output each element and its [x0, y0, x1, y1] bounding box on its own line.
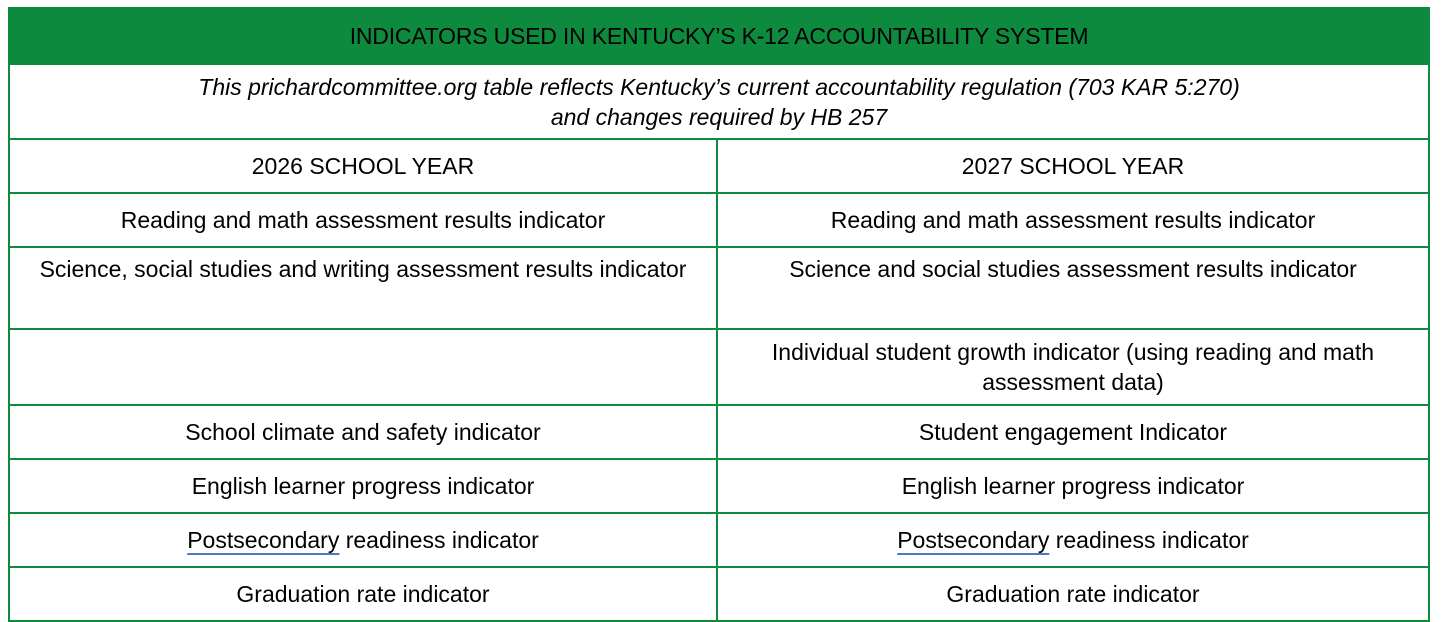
- cell-2027-student-engagement: Student engagement Indicator: [717, 405, 1429, 459]
- cell-2026-graduation-rate: Graduation rate indicator: [9, 567, 717, 621]
- accountability-table-container: [8, 7, 1428, 622]
- cell-2027-reading-math: Reading and math assessment results indicator: [717, 193, 1429, 247]
- postsecondary-rest-text: readiness indicator: [1049, 527, 1249, 553]
- spellcheck-underlined-word: Postsecondary: [897, 527, 1050, 553]
- table-row: [9, 247, 1429, 329]
- subtitle-line-2: and changes required by HB 257: [550, 103, 888, 130]
- cell-2026-science-social-writing: Science, social studies and writing assessment results indicator: [9, 247, 717, 329]
- column-header-2027: 2027 SCHOOL YEAR: [717, 139, 1429, 193]
- cell-2026-postsecondary: [9, 513, 717, 567]
- postsecondary-rest-text: readiness indicator: [339, 527, 539, 553]
- subtitle-row: [9, 64, 1429, 139]
- table-row: [9, 193, 1429, 247]
- column-header-2026: 2026 SCHOOL YEAR: [9, 139, 717, 193]
- table-title: INDICATORS USED IN KENTUCKY’S K-12 ACCOUNTABILITY SYSTEM: [9, 8, 1429, 64]
- spellcheck-underlined-word: Postsecondary: [187, 527, 340, 553]
- cell-2026-english-learner: English learner progress indicator: [9, 459, 717, 513]
- cell-2026-empty: [9, 329, 717, 405]
- indicators-table: [8, 7, 1430, 622]
- table-subtitle: [9, 64, 1429, 139]
- cell-2027-postsecondary: [717, 513, 1429, 567]
- subtitle-line-1: This prichardcommittee.org table reflects Kentucky’s current accountability regulation (703 KAR 5:270): [198, 73, 1240, 100]
- title-row: [9, 8, 1429, 64]
- table-row: [9, 513, 1429, 567]
- table-row: [9, 459, 1429, 513]
- table-row: [9, 567, 1429, 621]
- cell-2026-school-climate: School climate and safety indicator: [9, 405, 717, 459]
- cell-2027-graduation-rate: Graduation rate indicator: [717, 567, 1429, 621]
- cell-2027-student-growth: Individual student growth indicator (using reading and math assessment data): [717, 329, 1429, 405]
- cell-2027-english-learner: English learner progress indicator: [717, 459, 1429, 513]
- table-row: [9, 329, 1429, 405]
- table-row: [9, 405, 1429, 459]
- column-header-row: [9, 139, 1429, 193]
- cell-2026-reading-math: Reading and math assessment results indicator: [9, 193, 717, 247]
- cell-2027-science-social: Science and social studies assessment results indicator: [717, 247, 1429, 329]
